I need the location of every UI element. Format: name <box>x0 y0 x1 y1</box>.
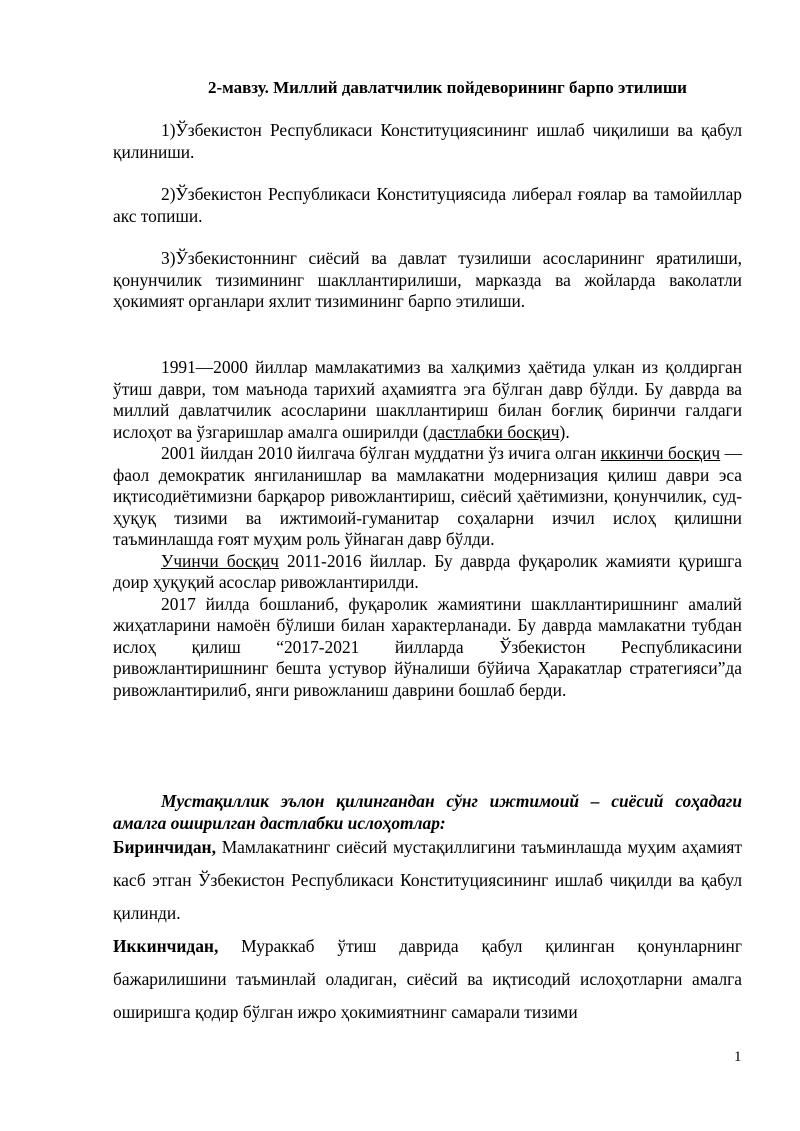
list-item-1: 1)Ўзбекистон Республикаси Конституциясининг ишлаб чиқилиши ва қабул қилиниши. <box>113 120 742 162</box>
topic-list <box>113 120 742 313</box>
reform-text: Мамлакатнинг сиёсий мустақиллигини таъминлашда муҳим аҳамият касб этган Ўзбекистон Республикаси Конституциясининг ишлаб чиқилди ва қабул қилинди. <box>113 837 742 923</box>
paragraph-tail: 2011-2016 йиллар. Бу даврда фуқаролик жамияти қуришга доир ҳуқуқий асослар ривожлантирилди. <box>113 550 742 592</box>
page-number: 1 <box>734 1049 742 1065</box>
paragraph-third-stage <box>113 551 742 594</box>
third-stage-link: Учинчи босқич <box>161 550 279 571</box>
list-item-3: 3)Ўзбекистоннинг сиёсий ва давлат тузилиши асосларининг яратилиши, қонунчилик тизимининг шакллантирилиши, марказда ва жойларда ваколатли ҳокимият органлари яхлит тизимининг барпо этилиши. <box>113 248 742 311</box>
first-stage-link: дастлабки босқич <box>428 421 560 442</box>
paragraph-tail: — фаол демократик янгиланишлар ва мамлакатни модернизация қилиш даври эса иқтисодиётимизни барқарор ривожлантириш, сиёсий ҳаётимизни, қонунчилик, суд-ҳуқуқ тизими ва ижтимоий-гуманитар соҳаларни изчил ислоҳ қилишни таъминлашда ғоят муҳим роль ўйнаган давр бўлди. <box>113 443 742 549</box>
list-item-2: 2)Ўзбекистон Республикаси Конституциясида либерал ғоялар ва тамойиллар акс топиши. <box>113 184 742 226</box>
reform-label: Иккинчидан, <box>113 936 219 956</box>
paragraph-first-stage <box>113 357 742 443</box>
reform-label: Биринчидан, <box>113 837 216 857</box>
main-body <box>113 357 742 701</box>
reform-second <box>113 930 742 1029</box>
reforms-section <box>113 791 742 834</box>
reform-first <box>113 831 742 930</box>
reforms-list <box>113 831 742 1029</box>
page-title: 2-мавзу. Миллий давлатчилик пойдеворининг барпо этилиши <box>208 78 687 97</box>
second-stage-link: иккинчи босқич <box>600 443 721 463</box>
paragraph-text: 2001 йилдан 2010 йилгача бўлган муддатни ўз ичига олган <box>161 443 601 463</box>
paragraph-2017: 2017 йилда бошланиб, фуқаролик жамиятини шакллантиришнинг амалий жиҳатларини намоён бўлиши билан характерланади. Бу даврда мамлакатни тубдан ислоҳ қилиш “2017-2021 йилларда Ўзбекистон Республикасини ривожлантиришнинг бешта устувор йўналиши бўйича Ҳаракатлар стратегияси”да ривожлантирилиб, янги ривожланиш даврини бошлаб берди. <box>113 593 742 700</box>
paragraph-second-stage <box>113 443 742 551</box>
reform-text: Мураккаб ўтиш даврида қабул қилинган қонунларнинг бажарилишини таъминлай оладиган, сиёсий ва иқтисодий ислоҳотларни амалга оширишга қодир бўлган ижро ҳокимиятнинг самарали тизими <box>113 936 742 1022</box>
paragraph-tail: ). <box>559 421 570 442</box>
paragraph-text: 1991—2000 йиллар мамлакатимиз ва халқимиз ҳаётида улкан из қолдирган ўтиш даври, том маънода тарихий аҳамиятга эга бўлган давр бўлди. Бу даврда ва миллий давлатчилик асосларини шакллантириш билан боғлиқ биринчи галдаги ислоҳот ва ўзгаришлар амалга оширилди ( <box>113 357 742 442</box>
section-subheading: Мустақиллик эълон қилингандан сўнг ижтимоий – сиёсий соҳадаги амалга оширилган дастлабки ислоҳотлар: <box>113 791 742 833</box>
